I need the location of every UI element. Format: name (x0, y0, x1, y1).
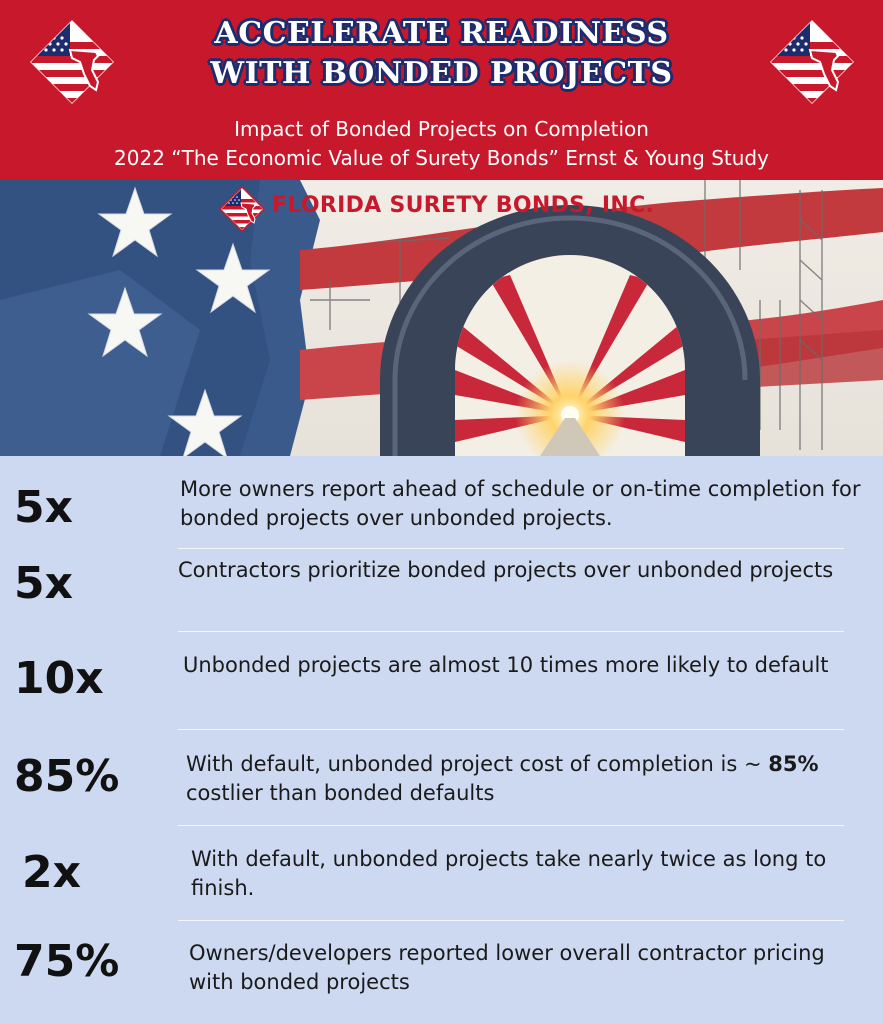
stat-description: With default, unbonded projects take nearly twice as long to finish. (191, 847, 827, 900)
divider (178, 920, 844, 921)
study-citation: 2022 “The Economic Value of Surety Bonds” Ernst & Young Study (114, 146, 769, 170)
stat-description: Owners/developers reported lower overall contractor pricing with bonded projects (189, 941, 825, 994)
header-banner (0, 0, 883, 180)
divider (178, 548, 844, 549)
stat-description: More owners report ahead of schedule or on-time completion for bonded projects over unbonded projects. (180, 477, 861, 530)
stat-value: 5x (14, 558, 73, 609)
page-title-line2: WITH BONDED PROJECTS (210, 56, 673, 91)
divider (178, 729, 844, 730)
page-subtitle: Impact of Bonded Projects on Completion (234, 117, 649, 141)
brand-name: FLORIDA SURETY BONDS, INC. (272, 193, 655, 218)
divider (178, 825, 844, 826)
stat-value: 10x (14, 653, 104, 704)
brand-lockup (218, 184, 668, 234)
stat-description: With default, unbonded project cost of completion is ~ 85% costlier than bonded defaults (186, 752, 819, 805)
stat-value: 85% (14, 751, 120, 802)
page-title-line1: ACCELERATE READINESS (214, 16, 669, 51)
florida-flag-badge-icon (218, 186, 266, 232)
stat-value: 75% (14, 936, 120, 987)
stat-description: Contractors prioritize bonded projects over unbonded projects (178, 558, 834, 582)
stat-value: 2x (22, 847, 81, 898)
stat-value: 5x (14, 482, 73, 533)
divider (178, 631, 844, 632)
stat-description: Unbonded projects are almost 10 times more likely to default (183, 653, 829, 677)
